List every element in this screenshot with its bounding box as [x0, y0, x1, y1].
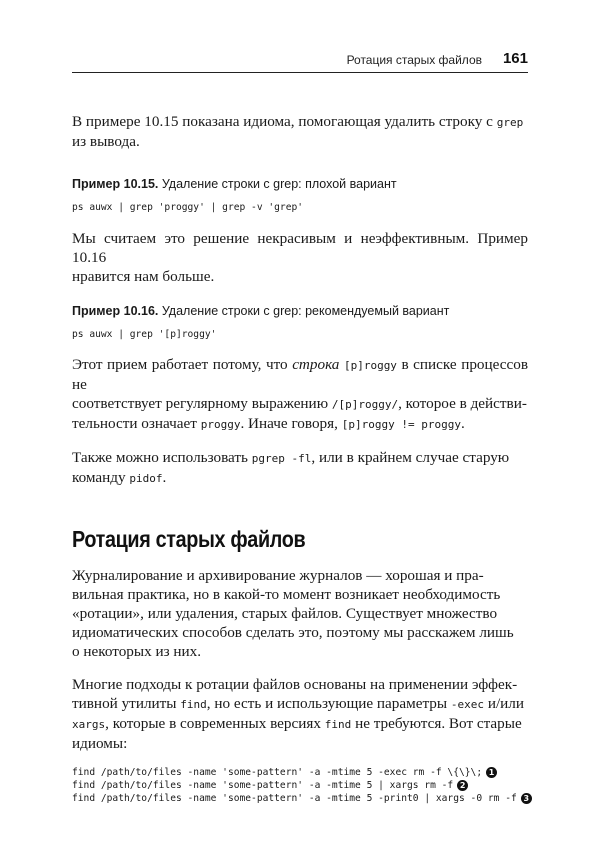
example-caption-text: Удаление строки с grep: плохой вариант: [158, 177, 397, 191]
text-run: в списке процессов не: [72, 356, 529, 393]
text-run: Многие подходы к ротации файлов основаны на применении эффек-: [72, 676, 518, 693]
code-text: find /path/to/files -name 'some-pattern' -a -mtime 5 -print0 | xargs -0 rm -f: [72, 793, 517, 804]
code-text: find /path/to/files -name 'some-pattern' -a -mtime 5 -exec rm -f \{\}\;: [72, 767, 483, 778]
text-run: , или в крайнем случае старую: [311, 449, 510, 466]
text-run: не требуются. Вот старые: [351, 715, 522, 732]
emphasis: строка: [292, 356, 340, 373]
text-run: В примере 10.15 показана идиома, помогающая удалить строку с: [72, 113, 497, 130]
text-run: , которое в действи-: [398, 395, 527, 412]
text-run: . Иначе говоря,: [240, 415, 342, 432]
inline-code: pidof: [129, 472, 163, 485]
text-run: , но есть и использующие параметры: [206, 695, 451, 712]
example-caption-10-15: [72, 176, 528, 192]
text-run: «ротации», или удаления, старых файлов. Существует множество: [72, 605, 498, 622]
text-run: , которые в современных версиях: [105, 715, 325, 732]
text-run: Этот прием работает потому, что: [72, 356, 293, 373]
text-run: идиоматических способов сделать это, поэтому мы расскажем лишь: [72, 624, 514, 641]
text-run: вильная практика, но в какой-то момент возникает необходимость: [72, 586, 501, 603]
callout-marker: 3: [521, 793, 532, 804]
paragraph-2: [72, 229, 528, 286]
section-title: Ротация старых файлов: [72, 526, 306, 552]
inline-code: find: [324, 718, 352, 731]
inline-code: -exec: [450, 698, 485, 711]
paragraph-5: [72, 566, 528, 661]
code-block-find: [72, 766, 528, 805]
header-rule: [72, 72, 528, 73]
page-body: [72, 112, 528, 805]
page-header: [72, 50, 528, 72]
text-run: .: [460, 415, 465, 432]
text-run: нравится нам больше.: [72, 268, 215, 285]
text-run: команду: [72, 469, 130, 486]
paragraph-3: [72, 355, 528, 434]
text-run: тельности означает: [72, 415, 201, 432]
code-example-10-15: ps auwx | grep 'proggy' | grep -v 'grep': [72, 202, 304, 213]
text-run: идиомы:: [72, 735, 128, 752]
running-title: Ротация старых файлов: [346, 53, 482, 67]
paragraph-4: [72, 448, 528, 488]
code-line: [72, 766, 528, 779]
inline-code: [p]roggy != proggy: [341, 418, 461, 431]
text-run: о некоторых из них.: [72, 643, 202, 660]
inline-code: proggy: [200, 418, 241, 431]
text-run: тивной утилиты: [72, 695, 181, 712]
text-run: Мы считаем это решение некрасивым и неэффективным. Пример 10.16: [72, 230, 528, 266]
code-line: [72, 792, 528, 805]
code-line: [72, 779, 528, 792]
text-run: и/или: [484, 695, 525, 712]
text-run: .: [162, 469, 167, 486]
text-run: Журналирование и архивирование журналов — хорошая и пра-: [72, 567, 484, 584]
callout-marker: 2: [457, 780, 468, 791]
example-caption-10-16: [72, 303, 528, 319]
example-label: Пример 10.15.: [72, 177, 159, 191]
inline-code: /[p]roggy/: [331, 398, 399, 411]
callout-marker: 1: [486, 767, 497, 778]
inline-code: grep: [496, 116, 524, 129]
example-label: Пример 10.16.: [72, 304, 159, 318]
inline-code: find: [180, 698, 207, 711]
text-run: из вывода.: [72, 133, 140, 150]
code-text: find /path/to/files -name 'some-pattern' -a -mtime 5 | xargs rm -f: [72, 780, 454, 791]
code-example-10-16: ps auwx | grep '[p]roggy': [72, 329, 217, 340]
paragraph-6: [72, 675, 528, 753]
inline-code: xargs: [72, 718, 106, 731]
intro-paragraph: [72, 112, 528, 151]
text-run: Также можно использовать: [72, 449, 252, 466]
inline-code: pgrep -fl: [251, 452, 312, 465]
inline-code: [p]roggy: [343, 359, 397, 372]
example-caption-text: Удаление строки с grep: рекомендуемый вариант: [158, 304, 450, 318]
page-number: 161: [502, 50, 528, 67]
text-run: соответствует регулярному выражению: [72, 395, 332, 412]
